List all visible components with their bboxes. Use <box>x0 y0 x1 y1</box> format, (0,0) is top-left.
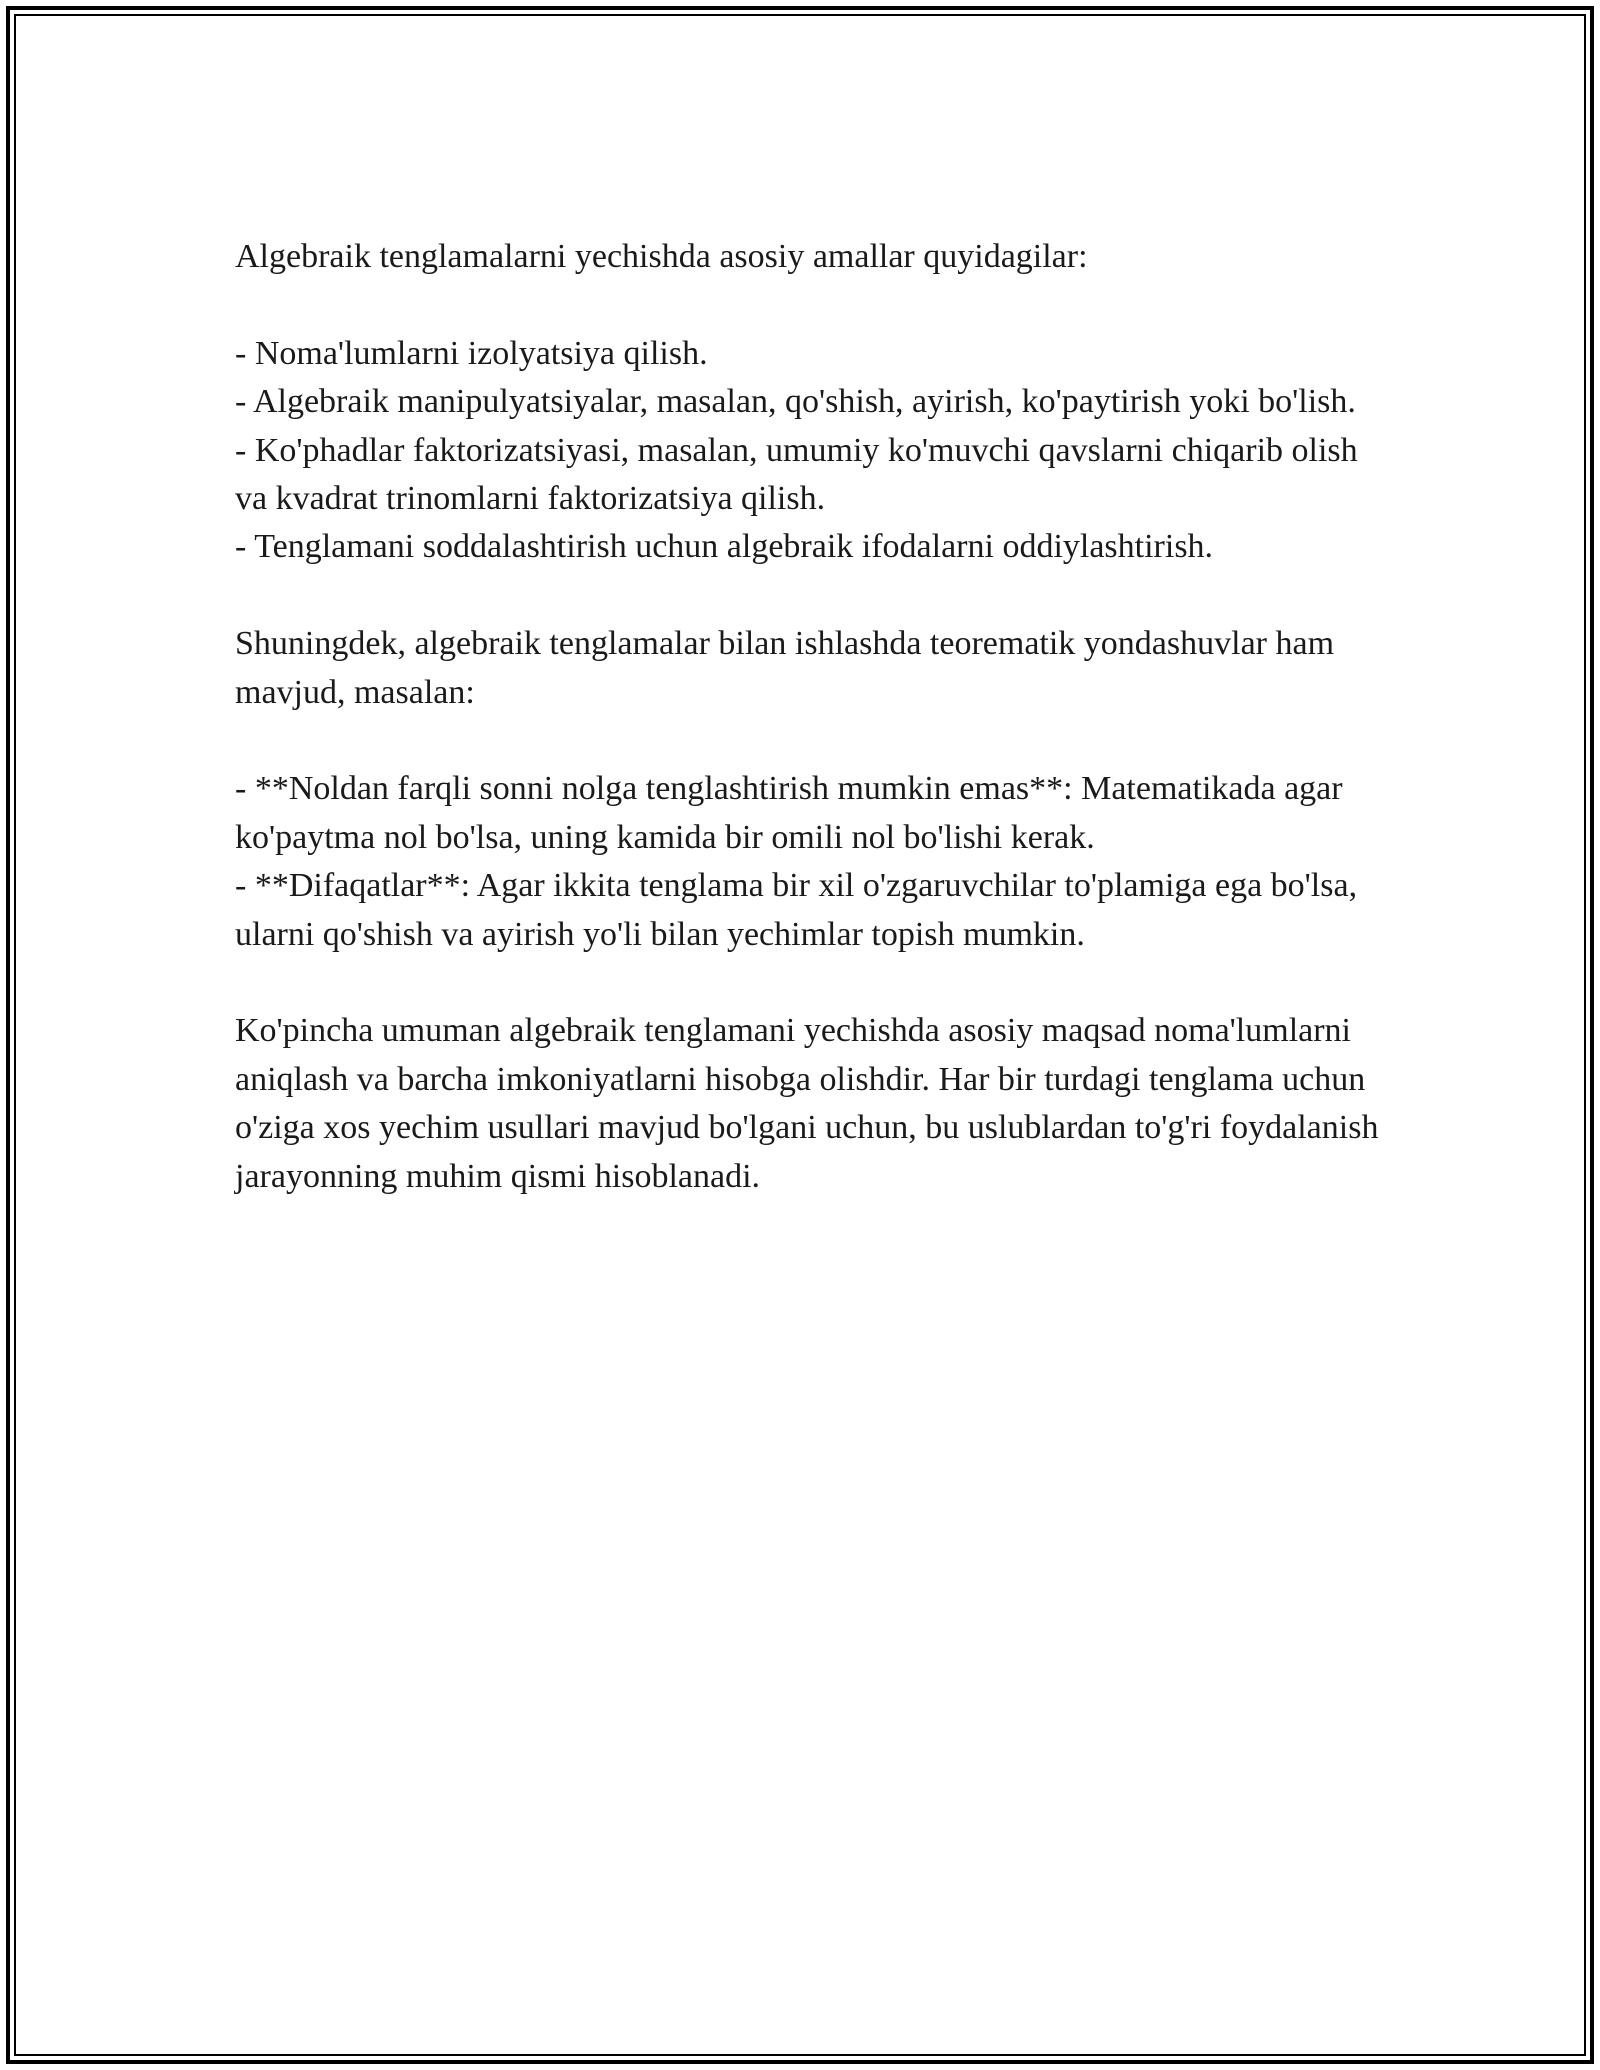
paragraph-gap <box>235 717 1395 765</box>
list-item: - Noma'lumlarni izolyatsiya qilish. <box>235 334 708 372</box>
intro-paragraph: Algebraik tenglamalarni yechishda asosiy amallar quyidagilar: <box>235 238 1088 275</box>
closing-paragraph: Ko'pincha umuman algebraik tenglamani yechishda asosiy maqsad noma'lumlarni aniqlash va barcha imkoniyatlarni hisobga olishdir. Har bir turdagi tenglama uchun o'ziga xos yechim usullari mavjud bo'lgani uchun, bu uslublardan to'g'ri foydalanish jarayonning muhim qismi hisoblanadi. <box>235 1012 1379 1195</box>
second-paragraph: Shuningdek, algebraik tenglamalar bilan ishlashda teorematik yondashuvlar ham mavjud, masalan: <box>235 625 1335 711</box>
list-item: - **Noldan farqli sonni nolga tenglashtirish mumkin emas**: Matematikada agar ko'paytma nol bo'lsa, uning kamida bir omili nol bo'lishi kerak. <box>235 770 1343 856</box>
paragraph-gap <box>235 281 1395 329</box>
paragraph-gap <box>235 959 1395 1007</box>
list-item: - **Difaqatlar**: Agar ikkita tenglama bir xil o'zgaruvchilar to'plamiga ega bo'lsa, ularni qo'shish va ayirish yo'li bilan yechimlar topish mumkin. <box>235 867 1358 953</box>
list-item: - Tenglamani soddalashtirish uchun algebraik ifodalarni oddiylashtirish. <box>235 528 1214 566</box>
paragraph-gap <box>235 572 1395 620</box>
list-item: - Algebraik manipulyatsiyalar, masalan, qo'shish, ayirish, ko'paytirish yoki bo'lish. <box>235 383 1356 421</box>
list-item: - Ko'phadlar faktorizatsiyasi, masalan, umumiy ko'muvchi qavslarni chiqarib olish va kvadrat trinomlarni faktorizatsiya qilish. <box>235 431 1358 518</box>
document-body <box>235 233 1395 1201</box>
